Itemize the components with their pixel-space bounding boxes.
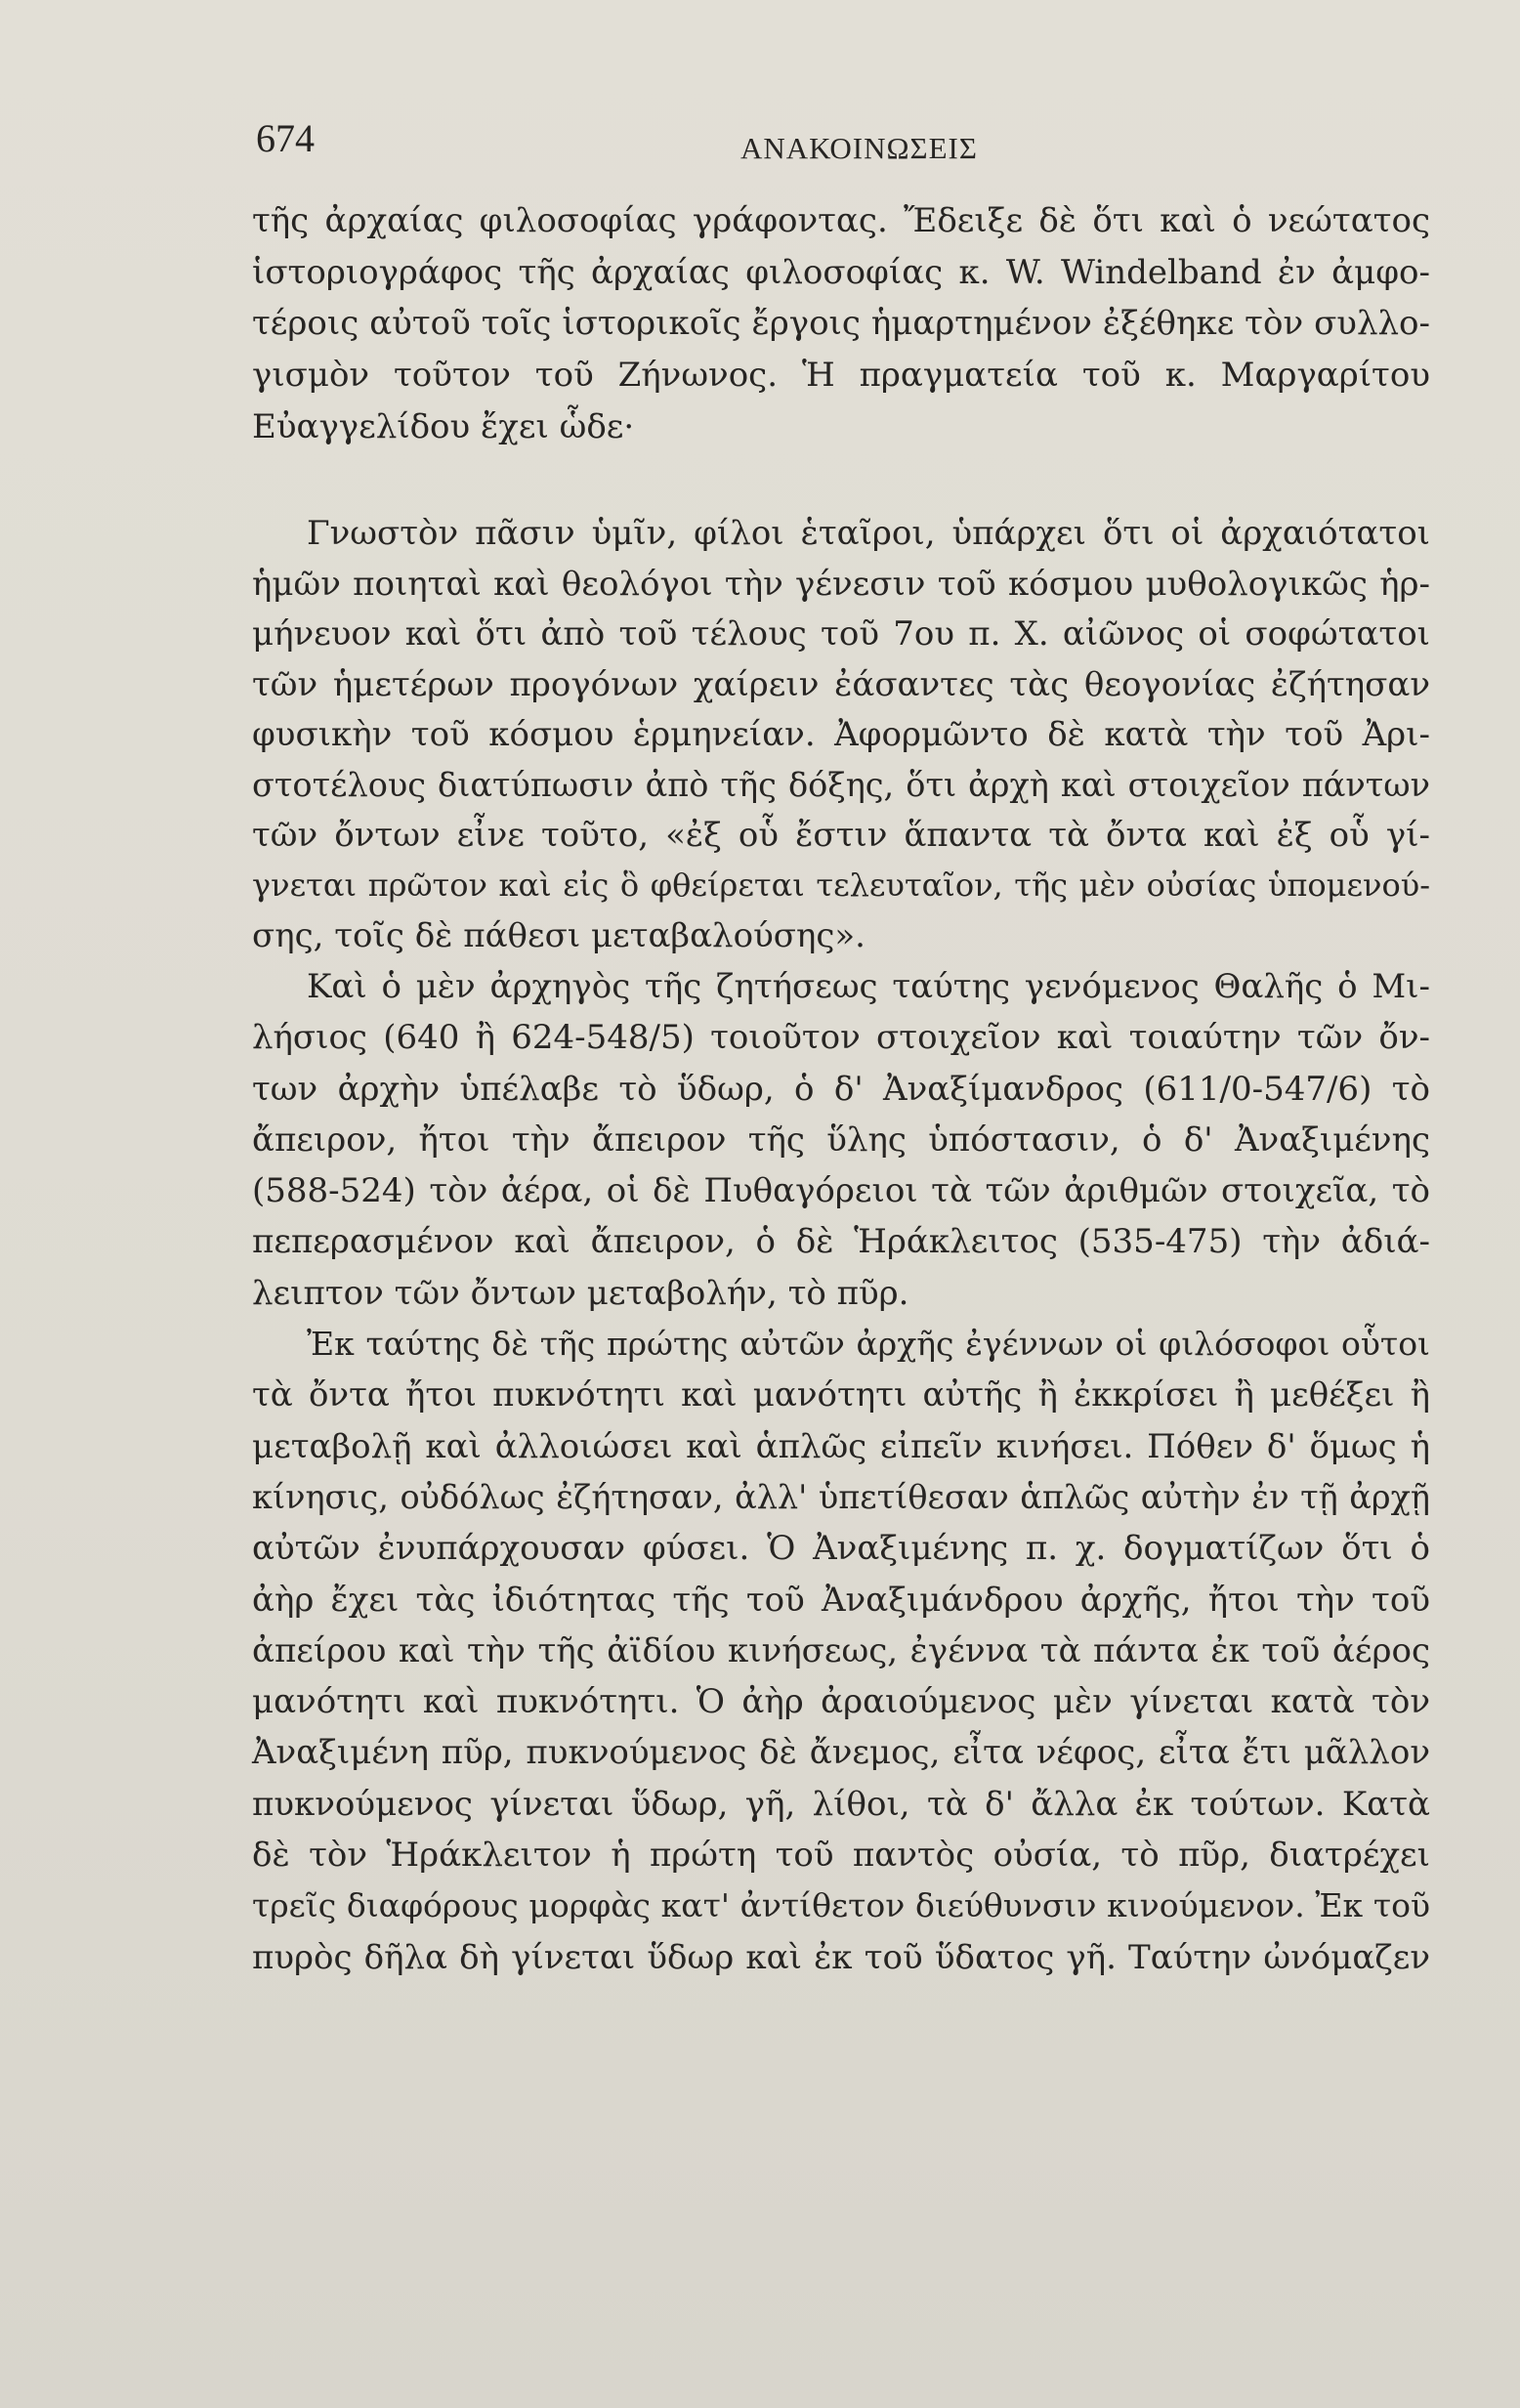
text-line: τῆς ἀρχαίας φιλοσοφίας γράφοντας. Ἔδειξε δὲ ὅτι καὶ ὁ νεώτατος <box>252 201 1430 240</box>
text-line: σης, τοῖς δὲ πάθεσι μεταβαλούσης». <box>252 915 866 955</box>
text-line: πυκνούμενος γίνεται ὕδωρ, γῆ, λίθοι, τὰ δ' ἄλλα ἐκ τούτων. Κατὰ <box>252 1784 1430 1824</box>
text-line: Ἐκ ταύτης δὲ τῆς πρώτης αὐτῶν ἀρχῆς ἐγέννων οἱ φιλόσοφοι οὗτοι <box>307 1325 1430 1364</box>
quoted-treatise <box>252 509 1430 961</box>
text-line: γισμὸν τοῦτον τοῦ Ζήνωνος. Ἡ πραγματεία τοῦ κ. Μαργαρίτου <box>252 356 1430 396</box>
text-line: λειπτον τῶν ὄντων μεταβολήν, τὸ πῦρ. <box>252 1273 909 1313</box>
text-line: μανότητι καὶ πυκνότητι. Ὁ ἀὴρ ἀραιούμενος μὲν γίνεται κατὰ τὸν <box>252 1682 1430 1722</box>
text-line: κίνησις, οὐδόλως ἐζήτησαν, ἀλλ' ὑπετίθεσαν ἁπλῶς αὐτὴν ἐν τῇ ἀρχῇ <box>252 1477 1430 1516</box>
text-line: τέροις αὐτοῦ τοῖς ἱστορικοῖς ἔργοις ἡμαρτημένον ἐξέθηκε τὸν συλλο- <box>252 304 1430 344</box>
text-line: πεπερασμένον καὶ ἄπειρον, ὁ δὲ Ἡράκλειτος (535-475) τὴν ἀδιά- <box>252 1222 1430 1262</box>
page-number: 674 <box>256 116 315 160</box>
text-line: Εὐαγγελίδου ἔχει ὧδε· <box>252 406 635 446</box>
text-line: ἀὴρ ἔχει τὰς ἰδιότητας τῆς τοῦ Ἀναξιμάνδρου ἀρχῆς, ἤτοι τὴν τοῦ <box>252 1580 1430 1620</box>
text-line: ἄπειρον, ἤτοι τὴν ἄπειρον τῆς ὕλης ὑπόστασιν, ὁ δ' Ἀναξιμένης <box>252 1120 1430 1160</box>
text-line: ἀπείρου καὶ τὴν τῆς ἀϊδίου κινήσεως, ἐγέννα τὰ πάντα ἐκ τοῦ ἀέρος <box>252 1630 1430 1670</box>
text-line: δὲ τὸν Ἡράκλειτον ἡ πρώτη τοῦ παντὸς οὐσία, τὸ πῦρ, διατρέχει <box>252 1836 1430 1875</box>
text-line: τὰ ὄντα ἤτοι πυκνότητι καὶ μανότητι αὐτῆς ἢ ἐκκρίσει ἢ μεθέξει ἢ <box>252 1375 1430 1415</box>
text-line: Ἀναξιμένη πῦρ, πυκνούμενος δὲ ἄνεμος, εἶτα νέφος, εἶτα ἔτι μᾶλλον <box>252 1733 1430 1773</box>
text-line: αὐτῶν ἐνυπάρχουσαν φύσει. Ὁ Ἀναξιμένης π. χ. δογματίζων ὅτι ὁ <box>252 1529 1430 1569</box>
text-line: ἡμῶν ποιηταὶ καὶ θεολόγοι τὴν γένεσιν τοῦ κόσμου μυθολογικῶς ἡρ- <box>252 564 1430 604</box>
text-line: Καὶ ὁ μὲν ἀρχηγὸς τῆς ζητήσεως ταύτης γενόμενος Θαλῆς ὁ Μι- <box>307 966 1430 1006</box>
text-line: τῶν ἡμετέρων προγόνων χαίρειν ἐάσαντες τὰς θεογονίας ἐζήτησαν <box>252 664 1430 704</box>
intro-paragraph <box>252 195 1430 452</box>
main-paragraphs <box>252 961 1430 1983</box>
running-head: ΑΝΑΚΟΙΝΩΣΕΙΣ <box>740 131 978 165</box>
body-text <box>252 195 1430 1983</box>
text-line: των ἀρχὴν ὑπέλαβε τὸ ὕδωρ, ὁ δ' Ἀναξίμανδρος (611/0-547/6) τὸ <box>252 1069 1430 1109</box>
text-line: τρεῖς διαφόρους μορφὰς κατ' ἀντίθετον διεύθυνσιν κινούμενον. Ἐκ τοῦ <box>252 1886 1430 1925</box>
text-line: ἱστοριογράφος τῆς ἀρχαίας φιλοσοφίας κ. W. Windelband ἐν ἀμφο- <box>252 252 1430 292</box>
text-line: (588-524) τὸν ἀέρα, οἱ δὲ Πυθαγόρειοι τὰ τῶν ἀριθμῶν στοιχεῖα, τὸ <box>252 1171 1430 1211</box>
text-line: φυσικὴν τοῦ κόσμου ἑρμηνείαν. Ἀφορμῶντο δὲ κατὰ τὴν τοῦ Ἀρι- <box>252 715 1430 754</box>
page-header <box>256 115 1428 174</box>
text-line: τῶν ὄντων εἶνε τοῦτο, «ἐξ οὗ ἔστιν ἅπαντα τὰ ὄντα καὶ ἐξ οὗ γί- <box>252 815 1430 855</box>
text-line: Γνωστὸν πᾶσιν ὑμῖν, φίλοι ἑταῖροι, ὑπάρχει ὅτι οἱ ἀρχαιότατοι <box>307 514 1430 554</box>
text-line: στοτέλους διατύπωσιν ἀπὸ τῆς δόξης, ὅτι ἀρχὴ καὶ στοιχεῖον πάντων <box>252 766 1430 805</box>
text-line: μήνευον καὶ ὅτι ἀπὸ τοῦ τέλους τοῦ 7ου π. Χ. αἰῶνος οἱ σοφώτατοι <box>252 614 1430 655</box>
text-line: γνεται πρῶτον καὶ εἰς ὃ φθείρεται τελευταῖον, τῆς μὲν οὐσίας ὑπομενού- <box>252 866 1430 905</box>
text-line: μεταβολῇ καὶ ἀλλοιώσει καὶ ἁπλῶς εἰπεῖν κινήσει. Πόθεν δ' ὅμως ἡ <box>252 1426 1430 1466</box>
text-line: λήσιος (640 ἢ 624-548/5) τοιοῦτον στοιχεῖον καὶ τοιαύτην τῶν ὄν- <box>252 1018 1430 1058</box>
text-line: πυρὸς δῆλα δὴ γίνεται ὕδωρ καὶ ἐκ τοῦ ὕδατος γῆ. Ταύτην ὠνόμαζεν <box>252 1937 1430 1977</box>
